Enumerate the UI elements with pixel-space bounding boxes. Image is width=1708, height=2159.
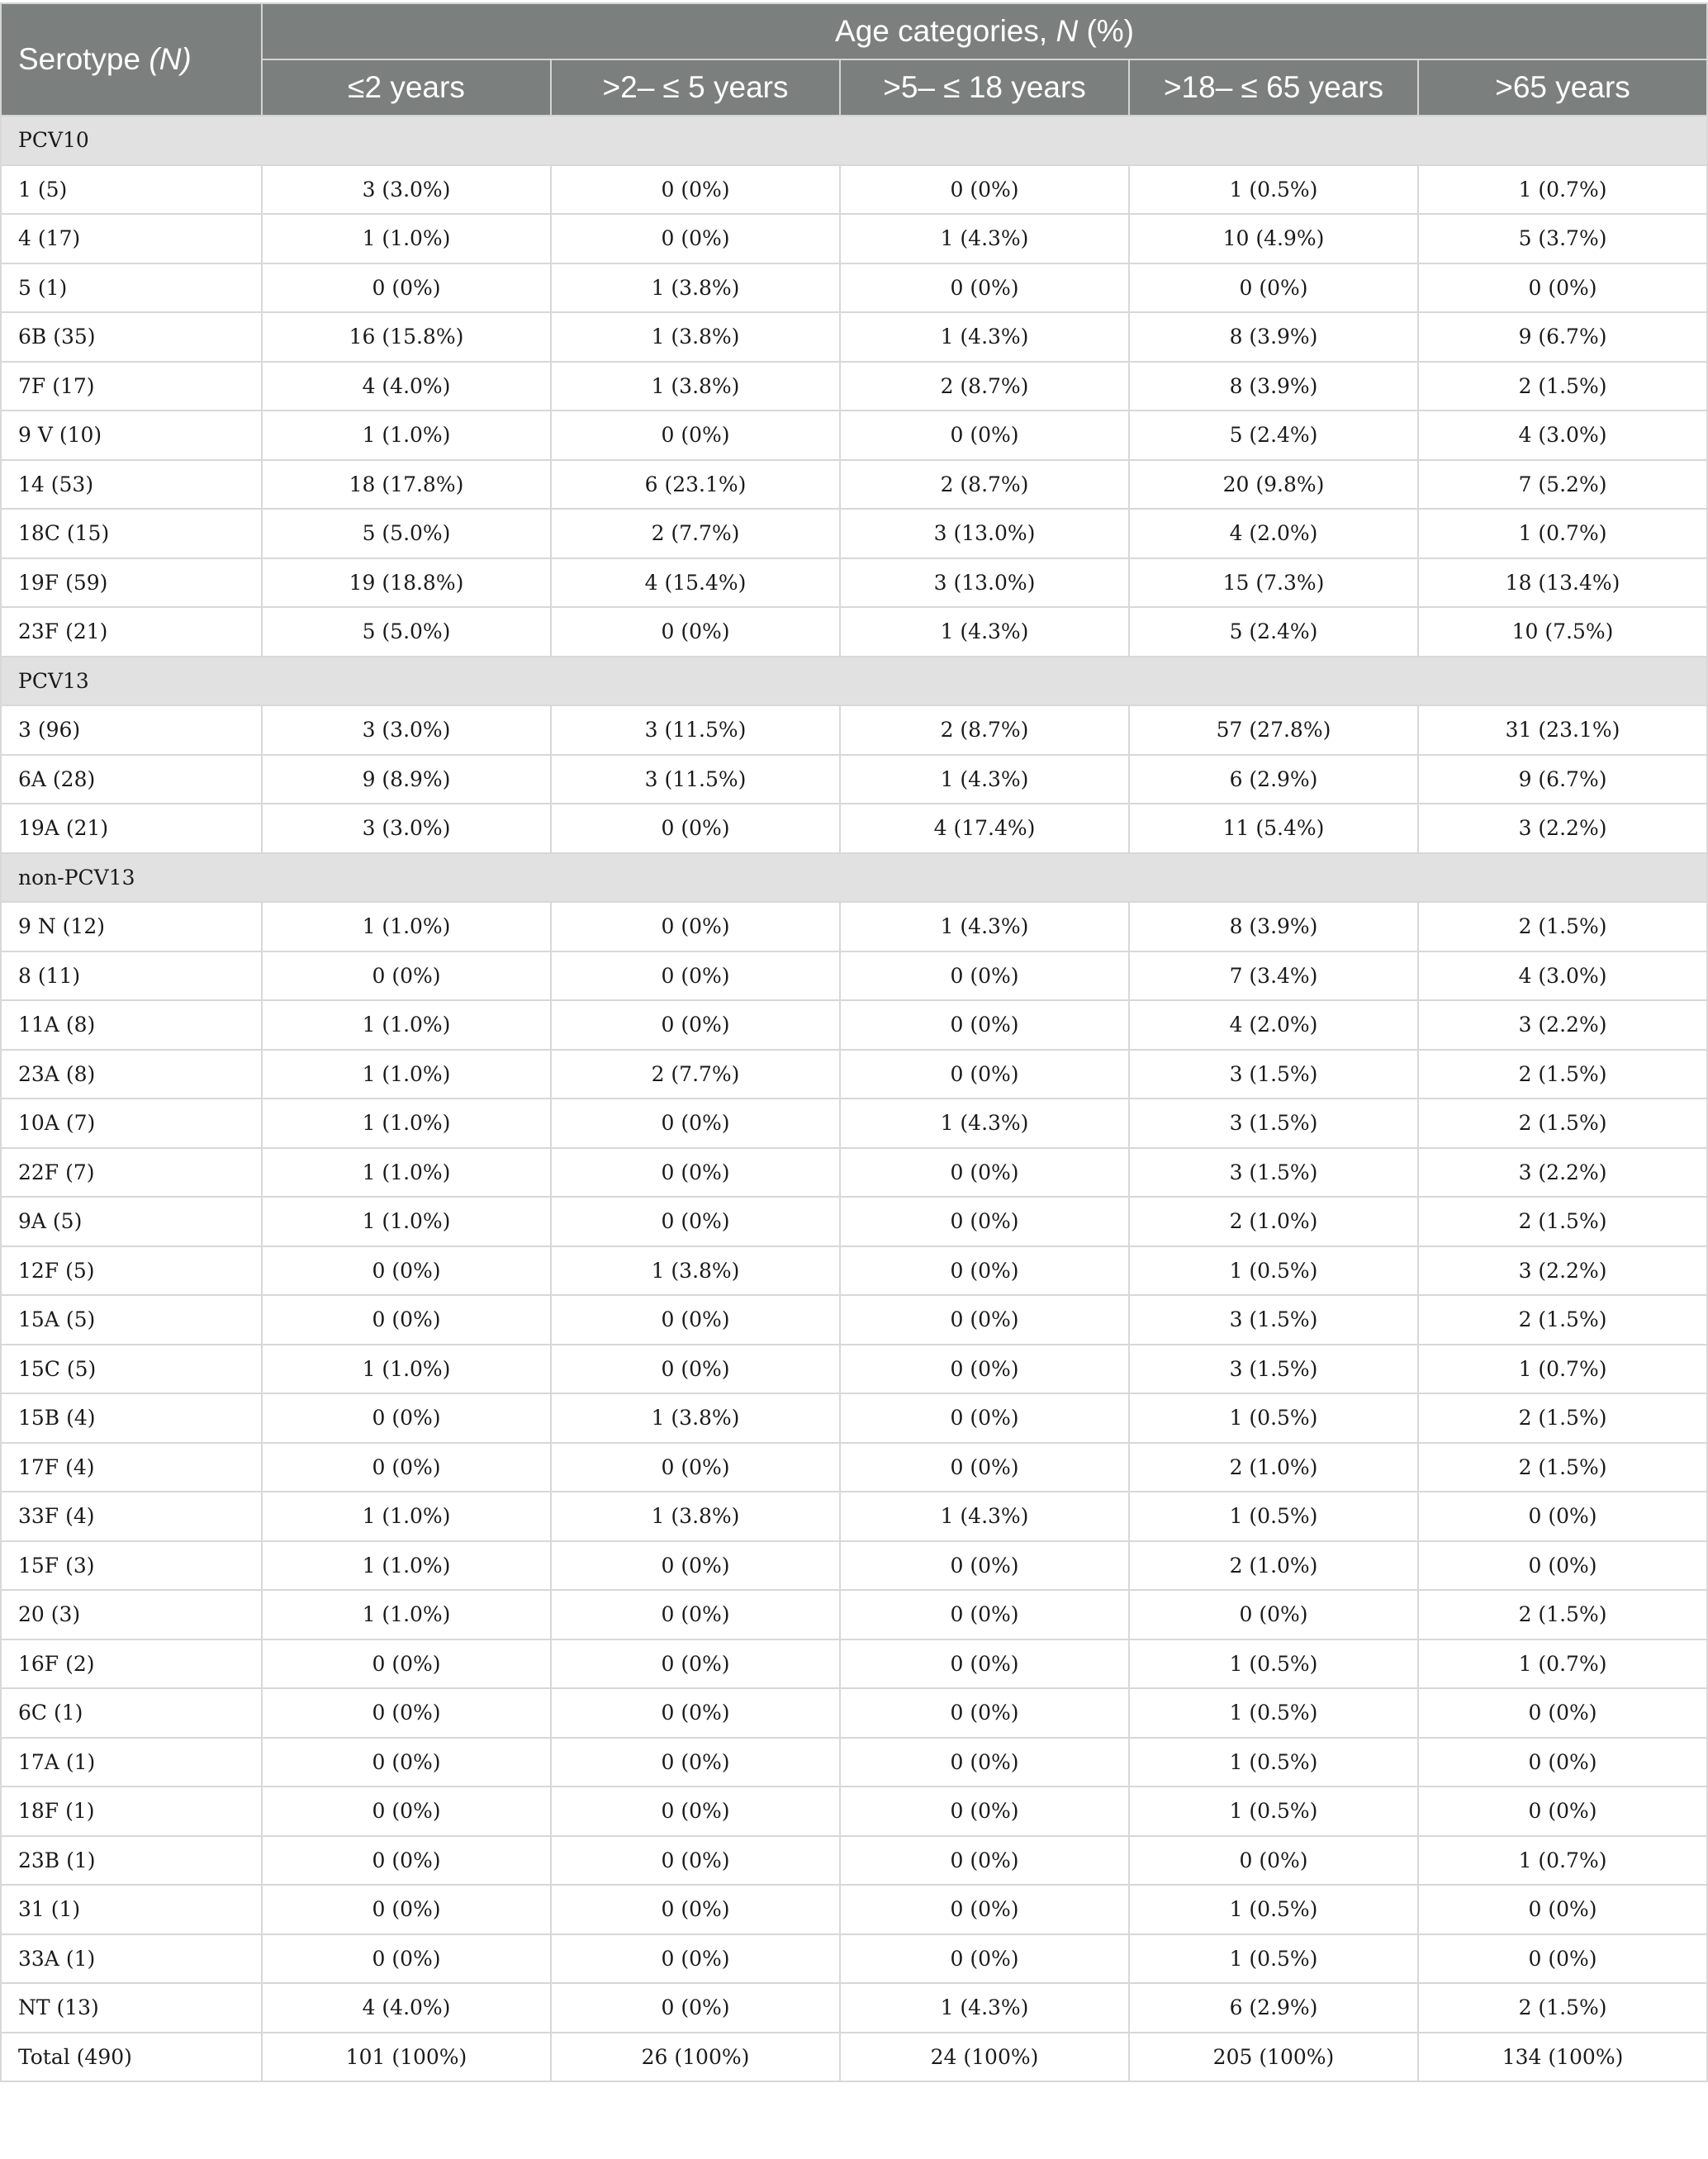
serotype-cell: 5 (1): [1, 263, 262, 313]
serotype-cell: 18C (15): [1, 509, 262, 558]
table-row: [1, 1590, 1707, 1639]
value-cell: 1 (4.3%): [840, 312, 1129, 362]
value-cell: 0 (0%): [551, 1197, 840, 1246]
value-cell: 19 (18.8%): [262, 558, 551, 608]
header-row-top: [1, 3, 1707, 59]
table-row: [1, 1885, 1707, 1934]
serotype-cell: 9A (5): [1, 1197, 262, 1246]
value-cell: 0 (0%): [840, 1787, 1129, 1836]
value-cell: 57 (27.8%): [1129, 705, 1418, 755]
value-cell: 1 (1.0%): [262, 1098, 551, 1148]
value-cell: 2 (8.7%): [840, 705, 1129, 755]
serotype-cell: 17F (4): [1, 1443, 262, 1492]
table-row: [1, 1738, 1707, 1787]
value-cell: 1 (4.3%): [840, 1492, 1129, 1541]
value-cell: 4 (2.0%): [1129, 509, 1418, 558]
value-cell: 0 (0%): [551, 1345, 840, 1394]
value-cell: 0 (0%): [262, 1639, 551, 1689]
column-header-2-5: >2– ≤ 5 years: [551, 59, 840, 116]
value-cell: 1 (4.3%): [840, 1098, 1129, 1148]
value-cell: 18 (17.8%): [262, 460, 551, 510]
serotype-cell: 9 V (10): [1, 410, 262, 460]
value-cell: 1 (0.5%): [1129, 1492, 1418, 1541]
value-cell: 0 (0%): [262, 1393, 551, 1443]
table-row: [1, 804, 1707, 853]
age-categories-n: N: [1056, 14, 1079, 48]
value-cell: 3 (2.2%): [1418, 1246, 1707, 1296]
value-cell: 0 (0%): [1418, 1738, 1707, 1787]
value-cell: 9 (6.7%): [1418, 312, 1707, 362]
value-cell: 0 (0%): [840, 410, 1129, 460]
value-cell: 1 (0.5%): [1129, 165, 1418, 215]
serotype-header-n: (N): [149, 42, 192, 76]
value-cell: 2 (1.5%): [1418, 1590, 1707, 1639]
value-cell: 2 (7.7%): [551, 1050, 840, 1099]
value-cell: 3 (1.5%): [1129, 1345, 1418, 1394]
value-cell: 1 (1.0%): [262, 1345, 551, 1394]
value-cell: 3 (2.2%): [1418, 1000, 1707, 1050]
value-cell: 7 (3.4%): [1129, 951, 1418, 1001]
value-cell: 0 (0%): [1418, 1934, 1707, 1984]
section-row: [1, 657, 1707, 706]
table-row: [1, 410, 1707, 460]
value-cell: 1 (3.8%): [551, 1492, 840, 1541]
value-cell: 0 (0%): [551, 214, 840, 263]
serotype-cell: 14 (53): [1, 460, 262, 510]
value-cell: 2 (1.0%): [1129, 1197, 1418, 1246]
value-cell: 0 (0%): [551, 1836, 840, 1886]
age-categories-header: [262, 3, 1707, 59]
value-cell: 2 (1.0%): [1129, 1541, 1418, 1591]
value-cell: 0 (0%): [551, 1787, 840, 1836]
value-cell: 0 (0%): [840, 1443, 1129, 1492]
value-cell: 0 (0%): [551, 607, 840, 657]
value-cell: 1 (3.8%): [551, 263, 840, 313]
serotype-cell: 3 (96): [1, 705, 262, 755]
table-row: [1, 1688, 1707, 1738]
value-cell: 3 (3.0%): [262, 165, 551, 215]
serotype-cell: 19A (21): [1, 804, 262, 853]
value-cell: 1 (1.0%): [262, 1541, 551, 1591]
value-cell: 0 (0%): [840, 1197, 1129, 1246]
serotype-cell: 11A (8): [1, 1000, 262, 1050]
value-cell: 0 (0%): [840, 1934, 1129, 1984]
value-cell: 4 (17.4%): [840, 804, 1129, 853]
value-cell: 1 (3.8%): [551, 362, 840, 411]
value-cell: 0 (0%): [551, 410, 840, 460]
value-cell: 8 (3.9%): [1129, 902, 1418, 951]
value-cell: 0 (0%): [1418, 263, 1707, 313]
table-row: [1, 1639, 1707, 1689]
value-cell: 1 (1.0%): [262, 410, 551, 460]
value-cell: 3 (1.5%): [1129, 1148, 1418, 1198]
section-title: non-PCV13: [1, 853, 1707, 903]
value-cell: 5 (5.0%): [262, 607, 551, 657]
serotype-cell: 1 (5): [1, 165, 262, 215]
table-row: [1, 165, 1707, 215]
value-cell: 0 (0%): [551, 1541, 840, 1591]
value-cell: 3 (11.5%): [551, 755, 840, 804]
value-cell: 0 (0%): [551, 1590, 840, 1639]
value-cell: 0 (0%): [262, 263, 551, 313]
value-cell: 0 (0%): [551, 1738, 840, 1787]
total-value-cell: 24 (100%): [840, 2033, 1129, 2082]
serotype-cell: 33A (1): [1, 1934, 262, 1984]
value-cell: 0 (0%): [840, 1050, 1129, 1099]
value-cell: 20 (9.8%): [1129, 460, 1418, 510]
value-cell: 1 (0.7%): [1418, 1836, 1707, 1886]
value-cell: 1 (1.0%): [262, 1148, 551, 1198]
value-cell: 0 (0%): [262, 1246, 551, 1296]
value-cell: 0 (0%): [840, 1836, 1129, 1886]
value-cell: 8 (3.9%): [1129, 362, 1418, 411]
value-cell: 0 (0%): [551, 1098, 840, 1148]
table-row: [1, 1050, 1707, 1099]
serotype-cell: 15A (5): [1, 1295, 262, 1345]
value-cell: 1 (0.5%): [1129, 1246, 1418, 1296]
value-cell: 0 (0%): [551, 902, 840, 951]
serotype-cell: 23F (21): [1, 607, 262, 657]
serotype-cell: 4 (17): [1, 214, 262, 263]
table-row: [1, 1246, 1707, 1296]
table-row: [1, 558, 1707, 608]
serotype-cell: 23A (8): [1, 1050, 262, 1099]
value-cell: 1 (3.8%): [551, 1246, 840, 1296]
value-cell: 2 (1.5%): [1418, 1197, 1707, 1246]
serotype-header-label: Serotype: [18, 42, 141, 76]
value-cell: 0 (0%): [262, 951, 551, 1001]
table-row: [1, 1345, 1707, 1394]
value-cell: 0 (0%): [551, 1688, 840, 1738]
value-cell: 1 (0.7%): [1418, 1345, 1707, 1394]
value-cell: 2 (1.5%): [1418, 1050, 1707, 1099]
value-cell: 16 (15.8%): [262, 312, 551, 362]
table-row: [1, 362, 1707, 411]
value-cell: 0 (0%): [262, 1295, 551, 1345]
value-cell: 0 (0%): [1418, 1541, 1707, 1591]
total-label-cell: Total (490): [1, 2033, 262, 2082]
total-value-cell: 26 (100%): [551, 2033, 840, 2082]
value-cell: 0 (0%): [1418, 1787, 1707, 1836]
section-row: [1, 116, 1707, 165]
value-cell: 0 (0%): [840, 1295, 1129, 1345]
value-cell: 0 (0%): [551, 804, 840, 853]
table-row: [1, 460, 1707, 510]
value-cell: 0 (0%): [1418, 1492, 1707, 1541]
value-cell: 0 (0%): [840, 1688, 1129, 1738]
value-cell: 0 (0%): [551, 1148, 840, 1198]
value-cell: 8 (3.9%): [1129, 312, 1418, 362]
value-cell: 1 (1.0%): [262, 1590, 551, 1639]
value-cell: 0 (0%): [840, 1393, 1129, 1443]
value-cell: 0 (0%): [262, 1934, 551, 1984]
value-cell: 1 (1.0%): [262, 1000, 551, 1050]
value-cell: 0 (0%): [262, 1836, 551, 1886]
value-cell: 0 (0%): [1418, 1885, 1707, 1934]
table-row: [1, 951, 1707, 1001]
value-cell: 1 (0.5%): [1129, 1787, 1418, 1836]
value-cell: 5 (3.7%): [1418, 214, 1707, 263]
serotype-age-table: [0, 2, 1708, 2082]
value-cell: 0 (0%): [1129, 263, 1418, 313]
serotype-column-header: [1, 3, 262, 116]
value-cell: 1 (0.5%): [1129, 1934, 1418, 1984]
value-cell: 1 (4.3%): [840, 1983, 1129, 2033]
value-cell: 0 (0%): [840, 1639, 1129, 1689]
table-row: [1, 1983, 1707, 2033]
value-cell: 3 (1.5%): [1129, 1098, 1418, 1148]
serotype-cell: 17A (1): [1, 1738, 262, 1787]
serotype-cell: 22F (7): [1, 1148, 262, 1198]
value-cell: 0 (0%): [840, 1541, 1129, 1591]
serotype-cell: 31 (1): [1, 1885, 262, 1934]
value-cell: 2 (1.5%): [1418, 1983, 1707, 2033]
value-cell: 0 (0%): [551, 1443, 840, 1492]
value-cell: 0 (0%): [840, 951, 1129, 1001]
total-value-cell: 134 (100%): [1418, 2033, 1707, 2082]
value-cell: 0 (0%): [262, 1443, 551, 1492]
value-cell: 6 (2.9%): [1129, 1983, 1418, 2033]
serotype-cell: 18F (1): [1, 1787, 262, 1836]
value-cell: 2 (1.5%): [1418, 1393, 1707, 1443]
value-cell: 1 (0.7%): [1418, 509, 1707, 558]
value-cell: 0 (0%): [551, 165, 840, 215]
value-cell: 11 (5.4%): [1129, 804, 1418, 853]
table-row: [1, 1492, 1707, 1541]
serotype-cell: 7F (17): [1, 362, 262, 411]
value-cell: 1 (0.5%): [1129, 1639, 1418, 1689]
value-cell: 3 (3.0%): [262, 804, 551, 853]
value-cell: 1 (1.0%): [262, 1492, 551, 1541]
value-cell: 2 (1.5%): [1418, 1295, 1707, 1345]
column-header-gt65: >65 years: [1418, 59, 1707, 116]
total-value-cell: 205 (100%): [1129, 2033, 1418, 2082]
table-row: [1, 705, 1707, 755]
column-header-le2: ≤2 years: [262, 59, 551, 116]
value-cell: 1 (1.0%): [262, 214, 551, 263]
value-cell: 0 (0%): [551, 1000, 840, 1050]
value-cell: 3 (13.0%): [840, 558, 1129, 608]
serotype-cell: 19F (59): [1, 558, 262, 608]
table-row: [1, 263, 1707, 313]
value-cell: 2 (8.7%): [840, 362, 1129, 411]
value-cell: 2 (1.5%): [1418, 362, 1707, 411]
total-row: [1, 2033, 1707, 2082]
table-row: [1, 1148, 1707, 1198]
serotype-cell: 15F (3): [1, 1541, 262, 1591]
table-row: [1, 755, 1707, 804]
serotype-cell: 9 N (12): [1, 902, 262, 951]
table-row: [1, 1295, 1707, 1345]
section-row: [1, 853, 1707, 903]
value-cell: 2 (1.5%): [1418, 1443, 1707, 1492]
value-cell: 6 (23.1%): [551, 460, 840, 510]
table-row: [1, 1000, 1707, 1050]
value-cell: 0 (0%): [840, 1246, 1129, 1296]
value-cell: 2 (1.5%): [1418, 902, 1707, 951]
value-cell: 0 (0%): [551, 1295, 840, 1345]
value-cell: 2 (7.7%): [551, 509, 840, 558]
value-cell: 1 (1.0%): [262, 1050, 551, 1099]
value-cell: 1 (3.8%): [551, 312, 840, 362]
serotype-cell: 15C (5): [1, 1345, 262, 1394]
value-cell: 7 (5.2%): [1418, 460, 1707, 510]
value-cell: 0 (0%): [840, 1738, 1129, 1787]
value-cell: 4 (3.0%): [1418, 951, 1707, 1001]
value-cell: 0 (0%): [551, 951, 840, 1001]
value-cell: 0 (0%): [840, 263, 1129, 313]
value-cell: 1 (1.0%): [262, 902, 551, 951]
value-cell: 0 (0%): [840, 165, 1129, 215]
value-cell: 0 (0%): [551, 1934, 840, 1984]
value-cell: 0 (0%): [1129, 1590, 1418, 1639]
serotype-cell: 10A (7): [1, 1098, 262, 1148]
section-title: PCV13: [1, 657, 1707, 706]
value-cell: 1 (4.3%): [840, 755, 1129, 804]
value-cell: 10 (7.5%): [1418, 607, 1707, 657]
value-cell: 3 (1.5%): [1129, 1295, 1418, 1345]
value-cell: 1 (0.5%): [1129, 1738, 1418, 1787]
value-cell: 0 (0%): [551, 1639, 840, 1689]
value-cell: 1 (0.5%): [1129, 1688, 1418, 1738]
value-cell: 0 (0%): [262, 1738, 551, 1787]
value-cell: 3 (13.0%): [840, 509, 1129, 558]
value-cell: 1 (0.5%): [1129, 1885, 1418, 1934]
table-row: [1, 607, 1707, 657]
value-cell: 5 (5.0%): [262, 509, 551, 558]
value-cell: 3 (3.0%): [262, 705, 551, 755]
value-cell: 1 (0.7%): [1418, 1639, 1707, 1689]
value-cell: 9 (6.7%): [1418, 755, 1707, 804]
table-row: [1, 1836, 1707, 1886]
value-cell: 1 (4.3%): [840, 607, 1129, 657]
value-cell: 3 (2.2%): [1418, 1148, 1707, 1198]
value-cell: 0 (0%): [551, 1885, 840, 1934]
table-row: [1, 1197, 1707, 1246]
value-cell: 18 (13.4%): [1418, 558, 1707, 608]
serotype-cell: 16F (2): [1, 1639, 262, 1689]
table-row: [1, 1934, 1707, 1984]
serotype-cell: 6B (35): [1, 312, 262, 362]
serotype-cell: 15B (4): [1, 1393, 262, 1443]
serotype-cell: 12F (5): [1, 1246, 262, 1296]
value-cell: 15 (7.3%): [1129, 558, 1418, 608]
column-header-18-65: >18– ≤ 65 years: [1129, 59, 1418, 116]
value-cell: 0 (0%): [1129, 1836, 1418, 1886]
value-cell: 4 (2.0%): [1129, 1000, 1418, 1050]
value-cell: 0 (0%): [551, 1983, 840, 2033]
serotype-cell: 20 (3): [1, 1590, 262, 1639]
value-cell: 0 (0%): [1418, 1688, 1707, 1738]
value-cell: 4 (3.0%): [1418, 410, 1707, 460]
total-value-cell: 101 (100%): [262, 2033, 551, 2082]
value-cell: 4 (4.0%): [262, 1983, 551, 2033]
serotype-cell: NT (13): [1, 1983, 262, 2033]
value-cell: 5 (2.4%): [1129, 607, 1418, 657]
value-cell: 1 (1.0%): [262, 1197, 551, 1246]
age-categories-pct: (%): [1086, 14, 1134, 48]
value-cell: 3 (1.5%): [1129, 1050, 1418, 1099]
section-title: PCV10: [1, 116, 1707, 165]
serotype-cell: 6A (28): [1, 755, 262, 804]
table-row: [1, 509, 1707, 558]
age-categories-label: Age categories,: [835, 14, 1048, 48]
value-cell: 4 (4.0%): [262, 362, 551, 411]
value-cell: 1 (4.3%): [840, 902, 1129, 951]
table-row: [1, 1098, 1707, 1148]
table-row: [1, 1787, 1707, 1836]
table-row: [1, 1541, 1707, 1591]
serotype-cell: 33F (4): [1, 1492, 262, 1541]
table-row: [1, 1393, 1707, 1443]
table-row: [1, 312, 1707, 362]
value-cell: 0 (0%): [840, 1885, 1129, 1934]
value-cell: 3 (2.2%): [1418, 804, 1707, 853]
value-cell: 0 (0%): [262, 1688, 551, 1738]
value-cell: 10 (4.9%): [1129, 214, 1418, 263]
table-row: [1, 902, 1707, 951]
table-row: [1, 214, 1707, 263]
value-cell: 1 (0.7%): [1418, 165, 1707, 215]
value-cell: 0 (0%): [840, 1590, 1129, 1639]
table-header: [1, 3, 1707, 116]
value-cell: 2 (1.0%): [1129, 1443, 1418, 1492]
value-cell: 0 (0%): [262, 1885, 551, 1934]
value-cell: 0 (0%): [840, 1148, 1129, 1198]
value-cell: 0 (0%): [262, 1787, 551, 1836]
value-cell: 9 (8.9%): [262, 755, 551, 804]
value-cell: 1 (4.3%): [840, 214, 1129, 263]
value-cell: 0 (0%): [840, 1000, 1129, 1050]
value-cell: 4 (15.4%): [551, 558, 840, 608]
value-cell: 2 (1.5%): [1418, 1098, 1707, 1148]
table-body: [1, 116, 1707, 2081]
column-header-5-18: >5– ≤ 18 years: [840, 59, 1129, 116]
value-cell: 31 (23.1%): [1418, 705, 1707, 755]
value-cell: 6 (2.9%): [1129, 755, 1418, 804]
value-cell: 1 (3.8%): [551, 1393, 840, 1443]
value-cell: 5 (2.4%): [1129, 410, 1418, 460]
value-cell: 0 (0%): [840, 1345, 1129, 1394]
serotype-cell: 23B (1): [1, 1836, 262, 1886]
serotype-cell: 8 (11): [1, 951, 262, 1001]
value-cell: 1 (0.5%): [1129, 1393, 1418, 1443]
value-cell: 3 (11.5%): [551, 705, 840, 755]
table-row: [1, 1443, 1707, 1492]
value-cell: 2 (8.7%): [840, 460, 1129, 510]
serotype-cell: 6C (1): [1, 1688, 262, 1738]
